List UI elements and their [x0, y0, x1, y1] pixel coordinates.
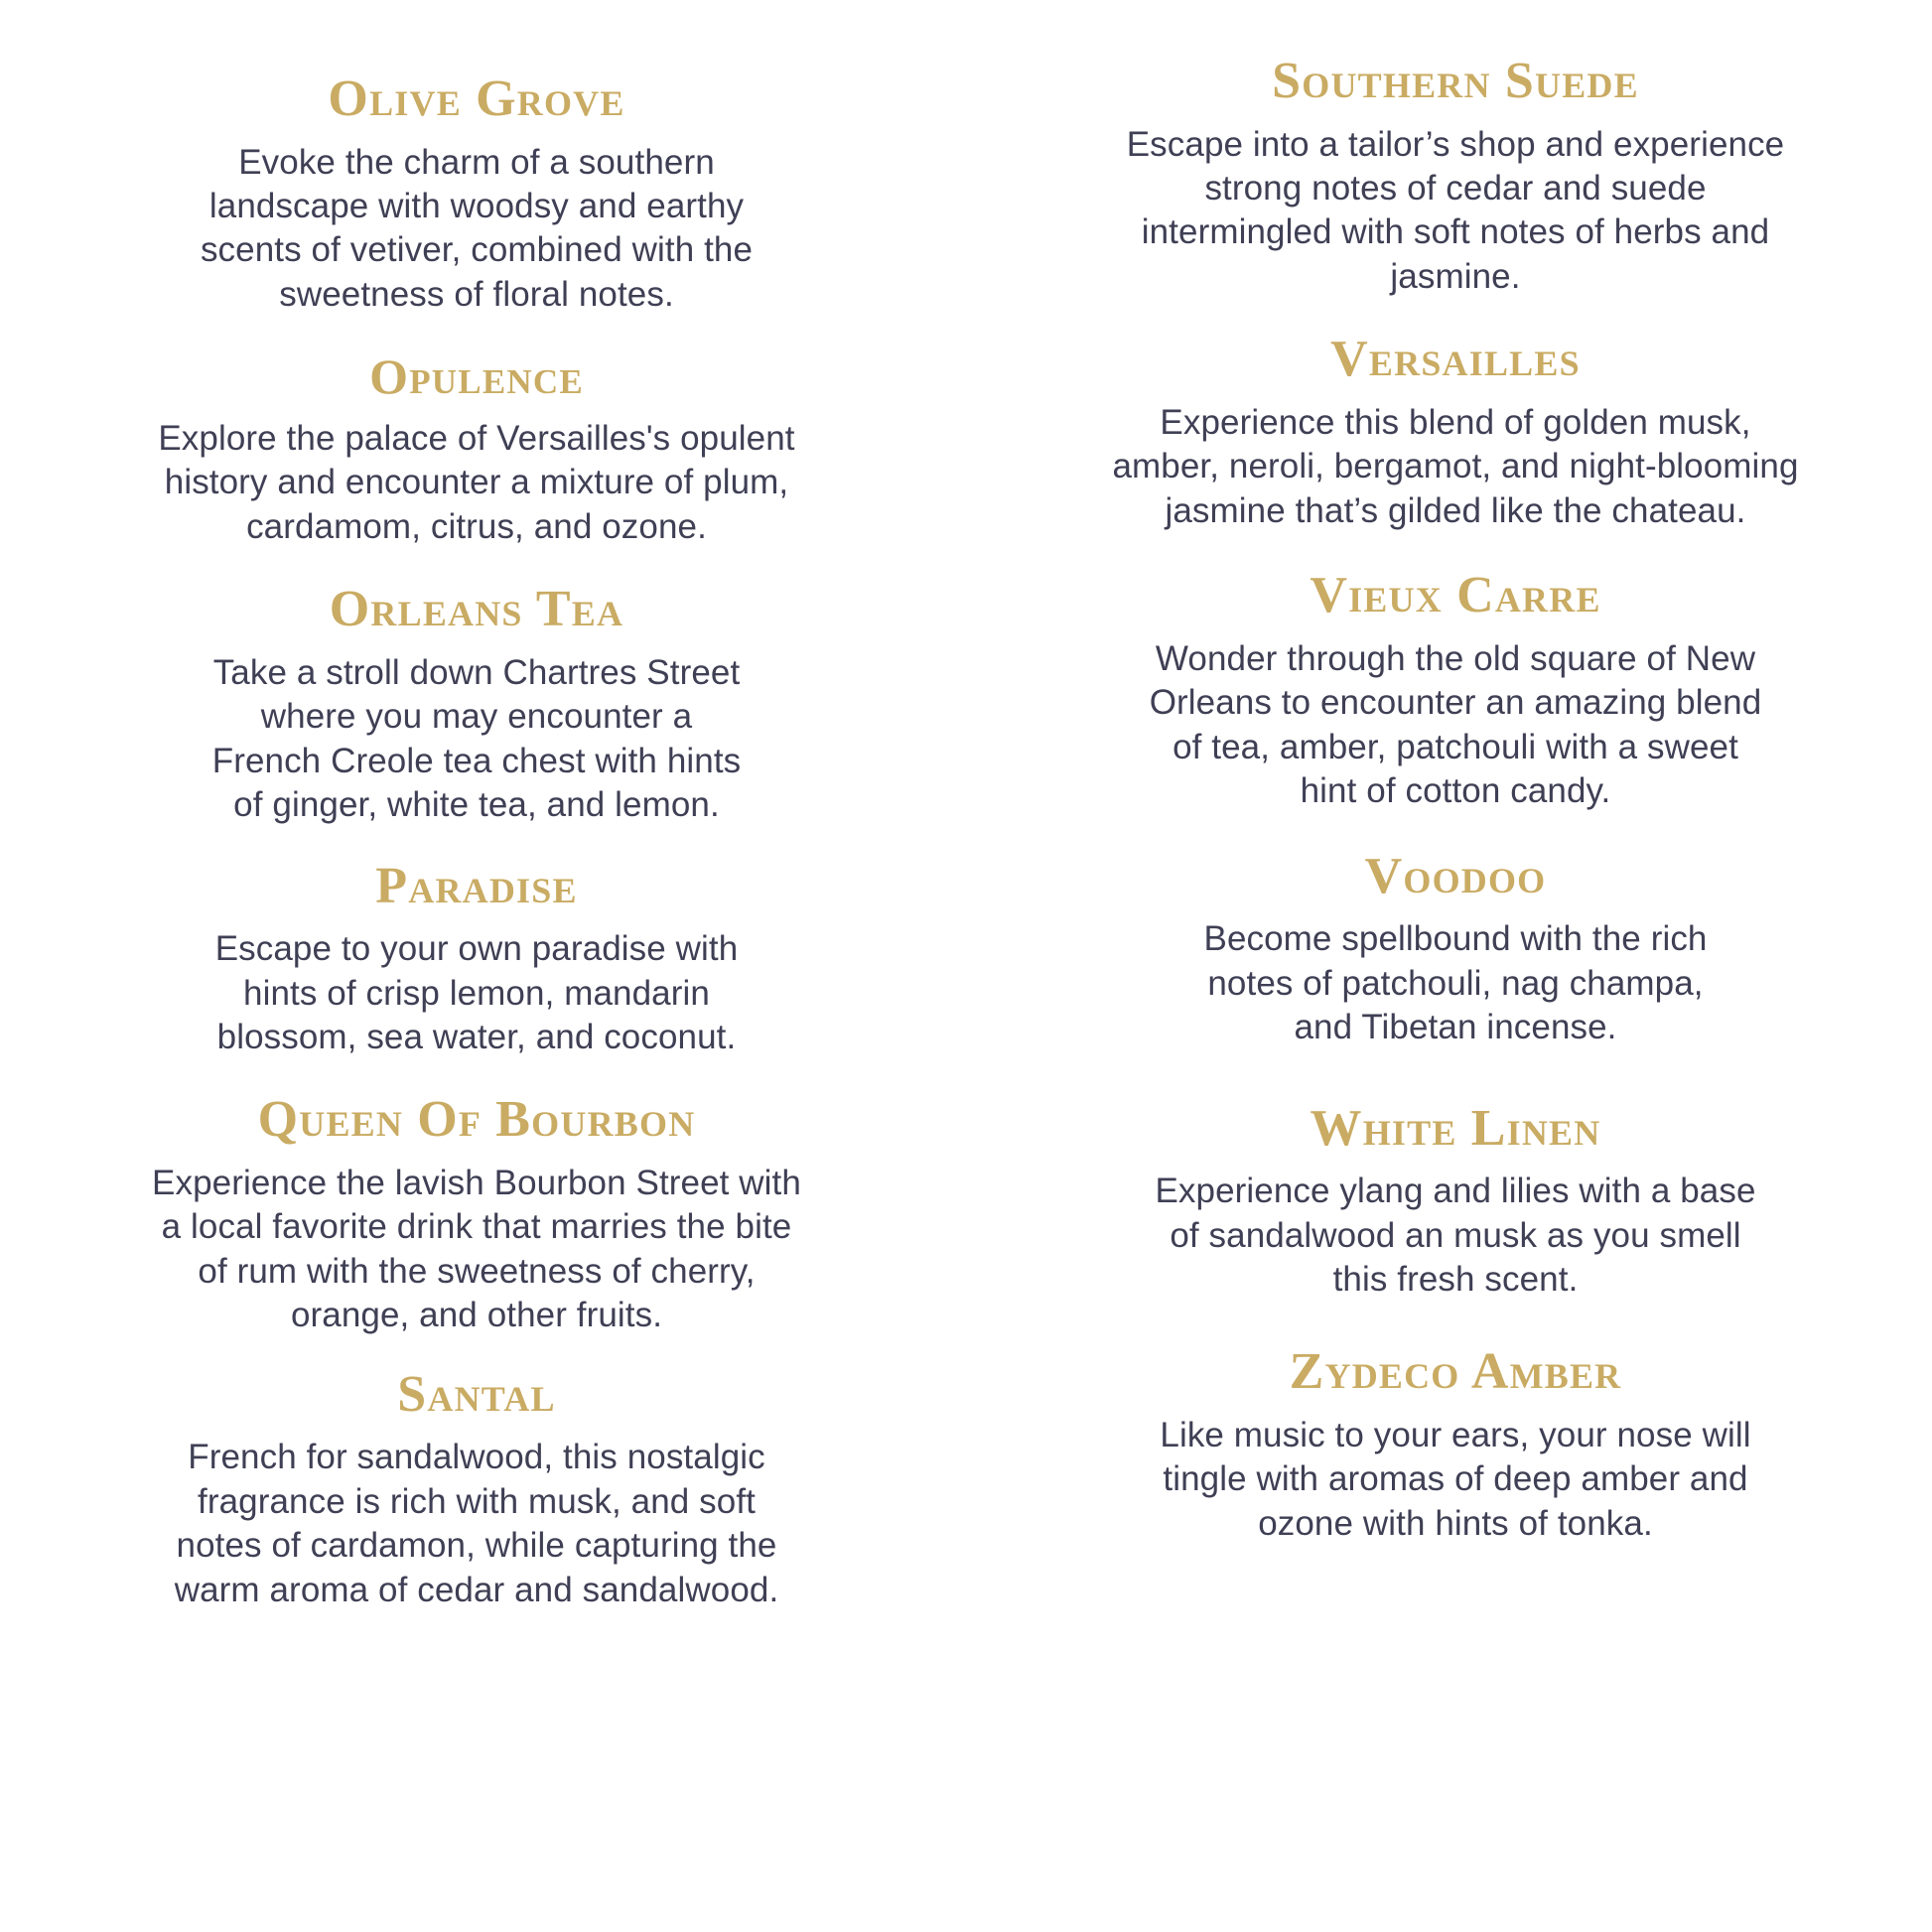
description-line: intermingled with soft notes of herbs and — [1141, 212, 1770, 252]
description-line: Evoke the charm of a southern — [238, 142, 715, 182]
two-column-layout — [60, 55, 1872, 1612]
description-line: French for sandalwood, this nostalgic — [188, 1438, 765, 1477]
fragrance-entry — [60, 350, 894, 549]
description-line: Experience the lavish Bourbon Street with — [152, 1164, 801, 1202]
right-column — [1038, 55, 1872, 1546]
fragrance-title: Santal — [397, 1365, 556, 1423]
fragrance-entry — [60, 1365, 894, 1612]
description-line: scents of vetiver, combined with the — [200, 230, 754, 270]
fragrance-entry — [1038, 847, 1872, 1050]
description-line: and Tibetan incense. — [1294, 1008, 1617, 1047]
fragrance-description — [1038, 637, 1872, 814]
description-line: Explore the palace of Versailles's opulent — [158, 418, 795, 458]
fragrance-title: Southern Suede — [1272, 53, 1639, 109]
fragrance-entry — [60, 583, 894, 827]
description-line: Take a stroll down Chartres Street — [212, 652, 741, 692]
description-line: orange, and other fruits. — [290, 1296, 663, 1335]
description-line: notes of cardamon, while capturing the — [176, 1526, 777, 1566]
description-line: fragrance is rich with musk, and soft — [198, 1481, 756, 1521]
description-line: warm aroma of cedar and sandalwood. — [174, 1570, 779, 1609]
fragrance-title: Versailles — [1330, 331, 1581, 388]
description-line: hints of crisp lemon, mandarin — [243, 973, 710, 1013]
fragrance-description — [60, 1436, 894, 1612]
description-line: tingle with aromas of deep amber and — [1163, 1459, 1748, 1499]
fragrance-entry — [60, 1093, 894, 1337]
fragrance-title: Voodoo — [1364, 847, 1547, 904]
fragrance-entry — [60, 72, 894, 317]
description-line: of tea, amber, patchouli with a sweet — [1173, 727, 1738, 766]
fragrance-entry — [1038, 1099, 1872, 1303]
fragrance-description — [1038, 123, 1872, 300]
fragrance-entry — [60, 857, 894, 1060]
fragrance-title: Opulence — [369, 348, 584, 405]
fragrance-description — [1038, 401, 1872, 533]
description-line: ozone with hints of tonka. — [1258, 1503, 1653, 1543]
fragrance-title: Paradise — [375, 857, 578, 914]
description-line: of sandalwood an musk as you smell — [1170, 1215, 1741, 1255]
description-line: sweetness of floral notes. — [279, 274, 674, 314]
fragrance-description — [1038, 1170, 1872, 1302]
description-line: Escape into a tailor’s shop and experience — [1126, 124, 1785, 164]
description-line: strong notes of cedar and suede — [1204, 169, 1707, 208]
description-line: Become spellbound with the rich — [1203, 919, 1708, 959]
description-line: this fresh scent. — [1332, 1259, 1579, 1299]
fragrance-description — [60, 1162, 894, 1338]
fragrance-title: Vieux Carre — [1310, 567, 1601, 624]
description-line: where you may encounter a — [260, 697, 693, 737]
description-line: of ginger, white tea, and lemon. — [233, 785, 720, 825]
fragrance-description — [60, 927, 894, 1059]
fragrance-description — [60, 417, 894, 549]
description-line: hint of cotton candy. — [1300, 771, 1611, 811]
description-line: Experience this blend of golden musk, — [1160, 402, 1751, 442]
fragrance-description — [60, 141, 894, 318]
fragrance-description — [1038, 1414, 1872, 1546]
description-line: history and encounter a mixture of plum, — [164, 463, 789, 502]
fragrance-description — [1038, 917, 1872, 1049]
description-line: landscape with woodsy and earthy — [208, 187, 745, 226]
description-line: Wonder through the old square of New — [1155, 638, 1756, 678]
description-line: French Creole tea chest with hints — [211, 741, 742, 780]
fragrance-entry — [1038, 55, 1872, 299]
description-line: cardamom, citrus, and ozone. — [246, 506, 707, 546]
fragrance-description — [60, 651, 894, 828]
fragrance-title: Olive Grove — [328, 70, 625, 127]
description-line: notes of patchouli, nag champa, — [1207, 963, 1704, 1003]
description-line: blossom, sea water, and coconut. — [216, 1017, 737, 1056]
fragrance-title: White Linen — [1310, 1099, 1601, 1157]
fragrance-entry — [1038, 1345, 1872, 1546]
fragrance-entry — [1038, 333, 1872, 533]
description-line: jasmine. — [1390, 256, 1521, 296]
description-line: Experience ylang and lilies with a base — [1155, 1172, 1756, 1211]
fragrance-title: Queen Of Bourbon — [257, 1091, 696, 1149]
fragrance-title: Orleans Tea — [329, 581, 624, 638]
description-line: jasmine that’s gilded like the chateau. — [1165, 490, 1746, 530]
description-line: Like music to your ears, your nose will — [1160, 1416, 1751, 1454]
fragrance-title: Zydeco Amber — [1289, 1343, 1622, 1401]
description-line: a local favorite drink that marries the bite — [161, 1207, 792, 1247]
left-column — [60, 55, 894, 1612]
fragrance-entry — [1038, 569, 1872, 813]
description-line: amber, neroli, bergamot, and night-blooming — [1112, 447, 1799, 486]
description-line: of rum with the sweetness of cherry, — [198, 1251, 756, 1291]
description-line: Escape to your own paradise with — [214, 929, 739, 969]
description-line: Orleans to encounter an amazing blend — [1149, 683, 1762, 723]
